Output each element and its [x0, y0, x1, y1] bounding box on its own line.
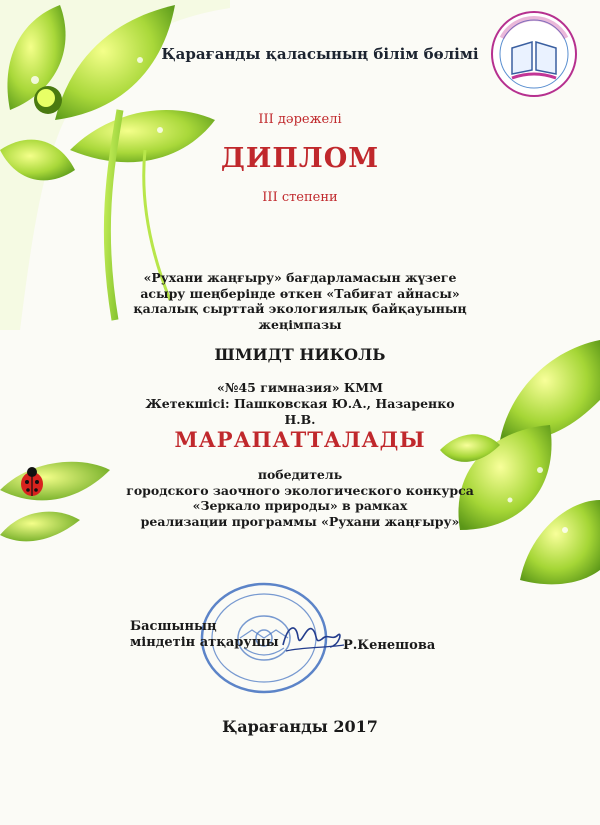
description-ru: [120, 467, 480, 529]
signatory-role-line: Басшының: [130, 619, 217, 634]
description-kz-line: асыру шеңберінде өткен «Табиғат айнасы»: [140, 285, 460, 301]
issuer-header: Қарағанды қаласының білім бөлімі: [161, 45, 479, 63]
description-kz: [130, 270, 470, 332]
recipient-name: ШМИДТ НИКОЛЬ: [214, 345, 386, 364]
description-kz-line: «Рухани жаңғыру» бағдарламасын жүзеге: [143, 270, 457, 285]
degree-ru: III степени: [262, 190, 338, 205]
degree-kz: III дәрежелі: [258, 112, 342, 127]
description-ru-line: победитель: [257, 467, 343, 482]
description-ru-line: «Зеркало природы» в рамках: [192, 498, 408, 513]
diploma-title: ДИПЛОМ: [220, 143, 380, 174]
award-heading: МАРАПАТТАЛАДЫ: [174, 427, 426, 452]
description-kz-line: қалалық сырттай экологиялық байқауының: [133, 301, 467, 316]
place-year: Қарағанды 2017: [222, 717, 378, 736]
school-name: «№45 гимназия» КММ: [217, 380, 383, 395]
ladybug-leaf-decoration: [0, 440, 120, 550]
signatory-name: Р.Кенешова: [343, 638, 436, 653]
handwritten-signature: [278, 615, 348, 655]
supervisor-line: Жетекшісі: Пашковская Ю.А., Назаренко Н.В.: [145, 396, 455, 427]
school-info: [130, 380, 470, 428]
education-department-logo: [488, 8, 580, 100]
description-ru-line: городского заочного экологического конкурса: [126, 482, 474, 498]
signatory-role: [130, 619, 279, 651]
description-ru-line: реализации программы «Рухани жаңғыру»: [140, 513, 460, 529]
signatory-role-line: міндетін атқарушы: [130, 635, 279, 650]
description-kz-line: жеңімпазы: [258, 316, 342, 332]
